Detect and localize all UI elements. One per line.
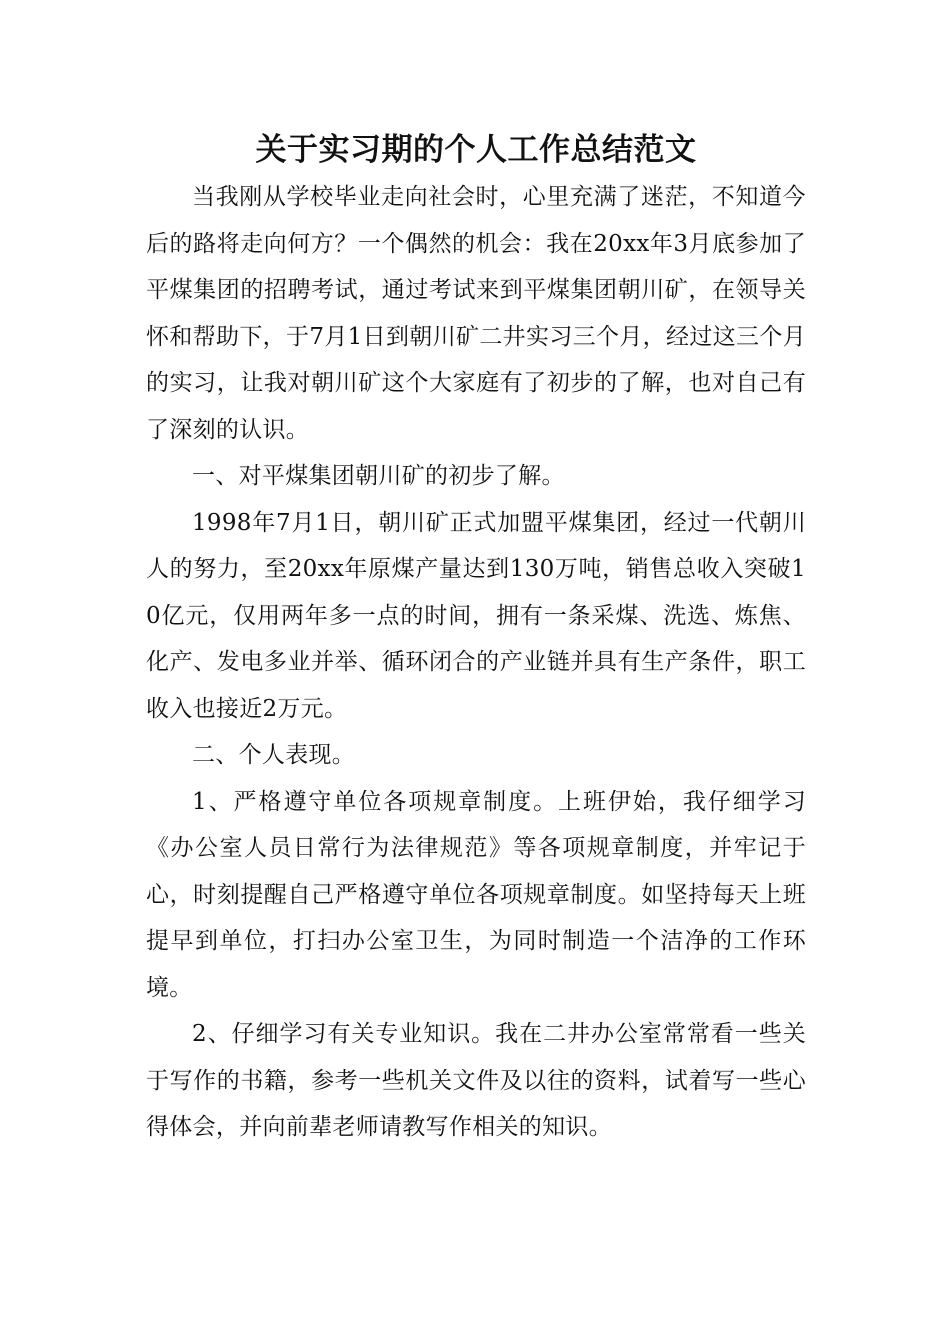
study-knowledge-paragraph: 2、仔细学习有关专业知识。我在二井办公室常常看一些关于写作的书籍，参考一些机关文件及以往的资料，试着写一些心得体会，并向前辈老师请教写作相关的知识。 <box>146 1021 806 1140</box>
company-history-paragraph: 1998年7月1日，朝川矿正式加盟平煤集团，经过一代朝川人的努力，至20xx年原煤产量达到130万吨，销售总收入突破10亿元，仅用两年多一点的时间，拥有一条采煤、洗选、炼焦、化产、发电多业并举、循环闭合的产业链并具有生产条件，职工收入也接近2万元。 <box>146 509 806 722</box>
rules-compliance-paragraph: 1、严格遵守单位各项规章制度。上班伊始，我仔细学习《办公室人员日常行为法律规范》等各项规章制度，并牢记于心，时刻提醒自己严格遵守单位各项规章制度。如坚持每天上班提早到单位，打扫办公室卫生，为同时制造一个洁净的工作环境。 <box>146 788 806 1001</box>
section-heading-performance: 二、个人表现。 <box>192 742 356 768</box>
intro-paragraph: 当我刚从学校毕业走向社会时，心里充满了迷茫，不知道今后的路将走向何方？一个偶然的机会：我在20xx年3月底参加了平煤集团的招聘考试，通过考试来到平煤集团朝川矿，在领导关怀和帮助下，于7月1日到朝川矿二井实习三个月，经过这三个月的实习，让我对朝川矿这个大家庭有了初步的了解，也对自己有了深刻的认识。 <box>146 184 806 443</box>
section-heading-understanding: 一、对平煤集团朝川矿的初步了解。 <box>192 463 565 489</box>
document-title: 关于实习期的个人工作总结范文 <box>255 132 697 168</box>
document-body <box>146 128 806 1151</box>
